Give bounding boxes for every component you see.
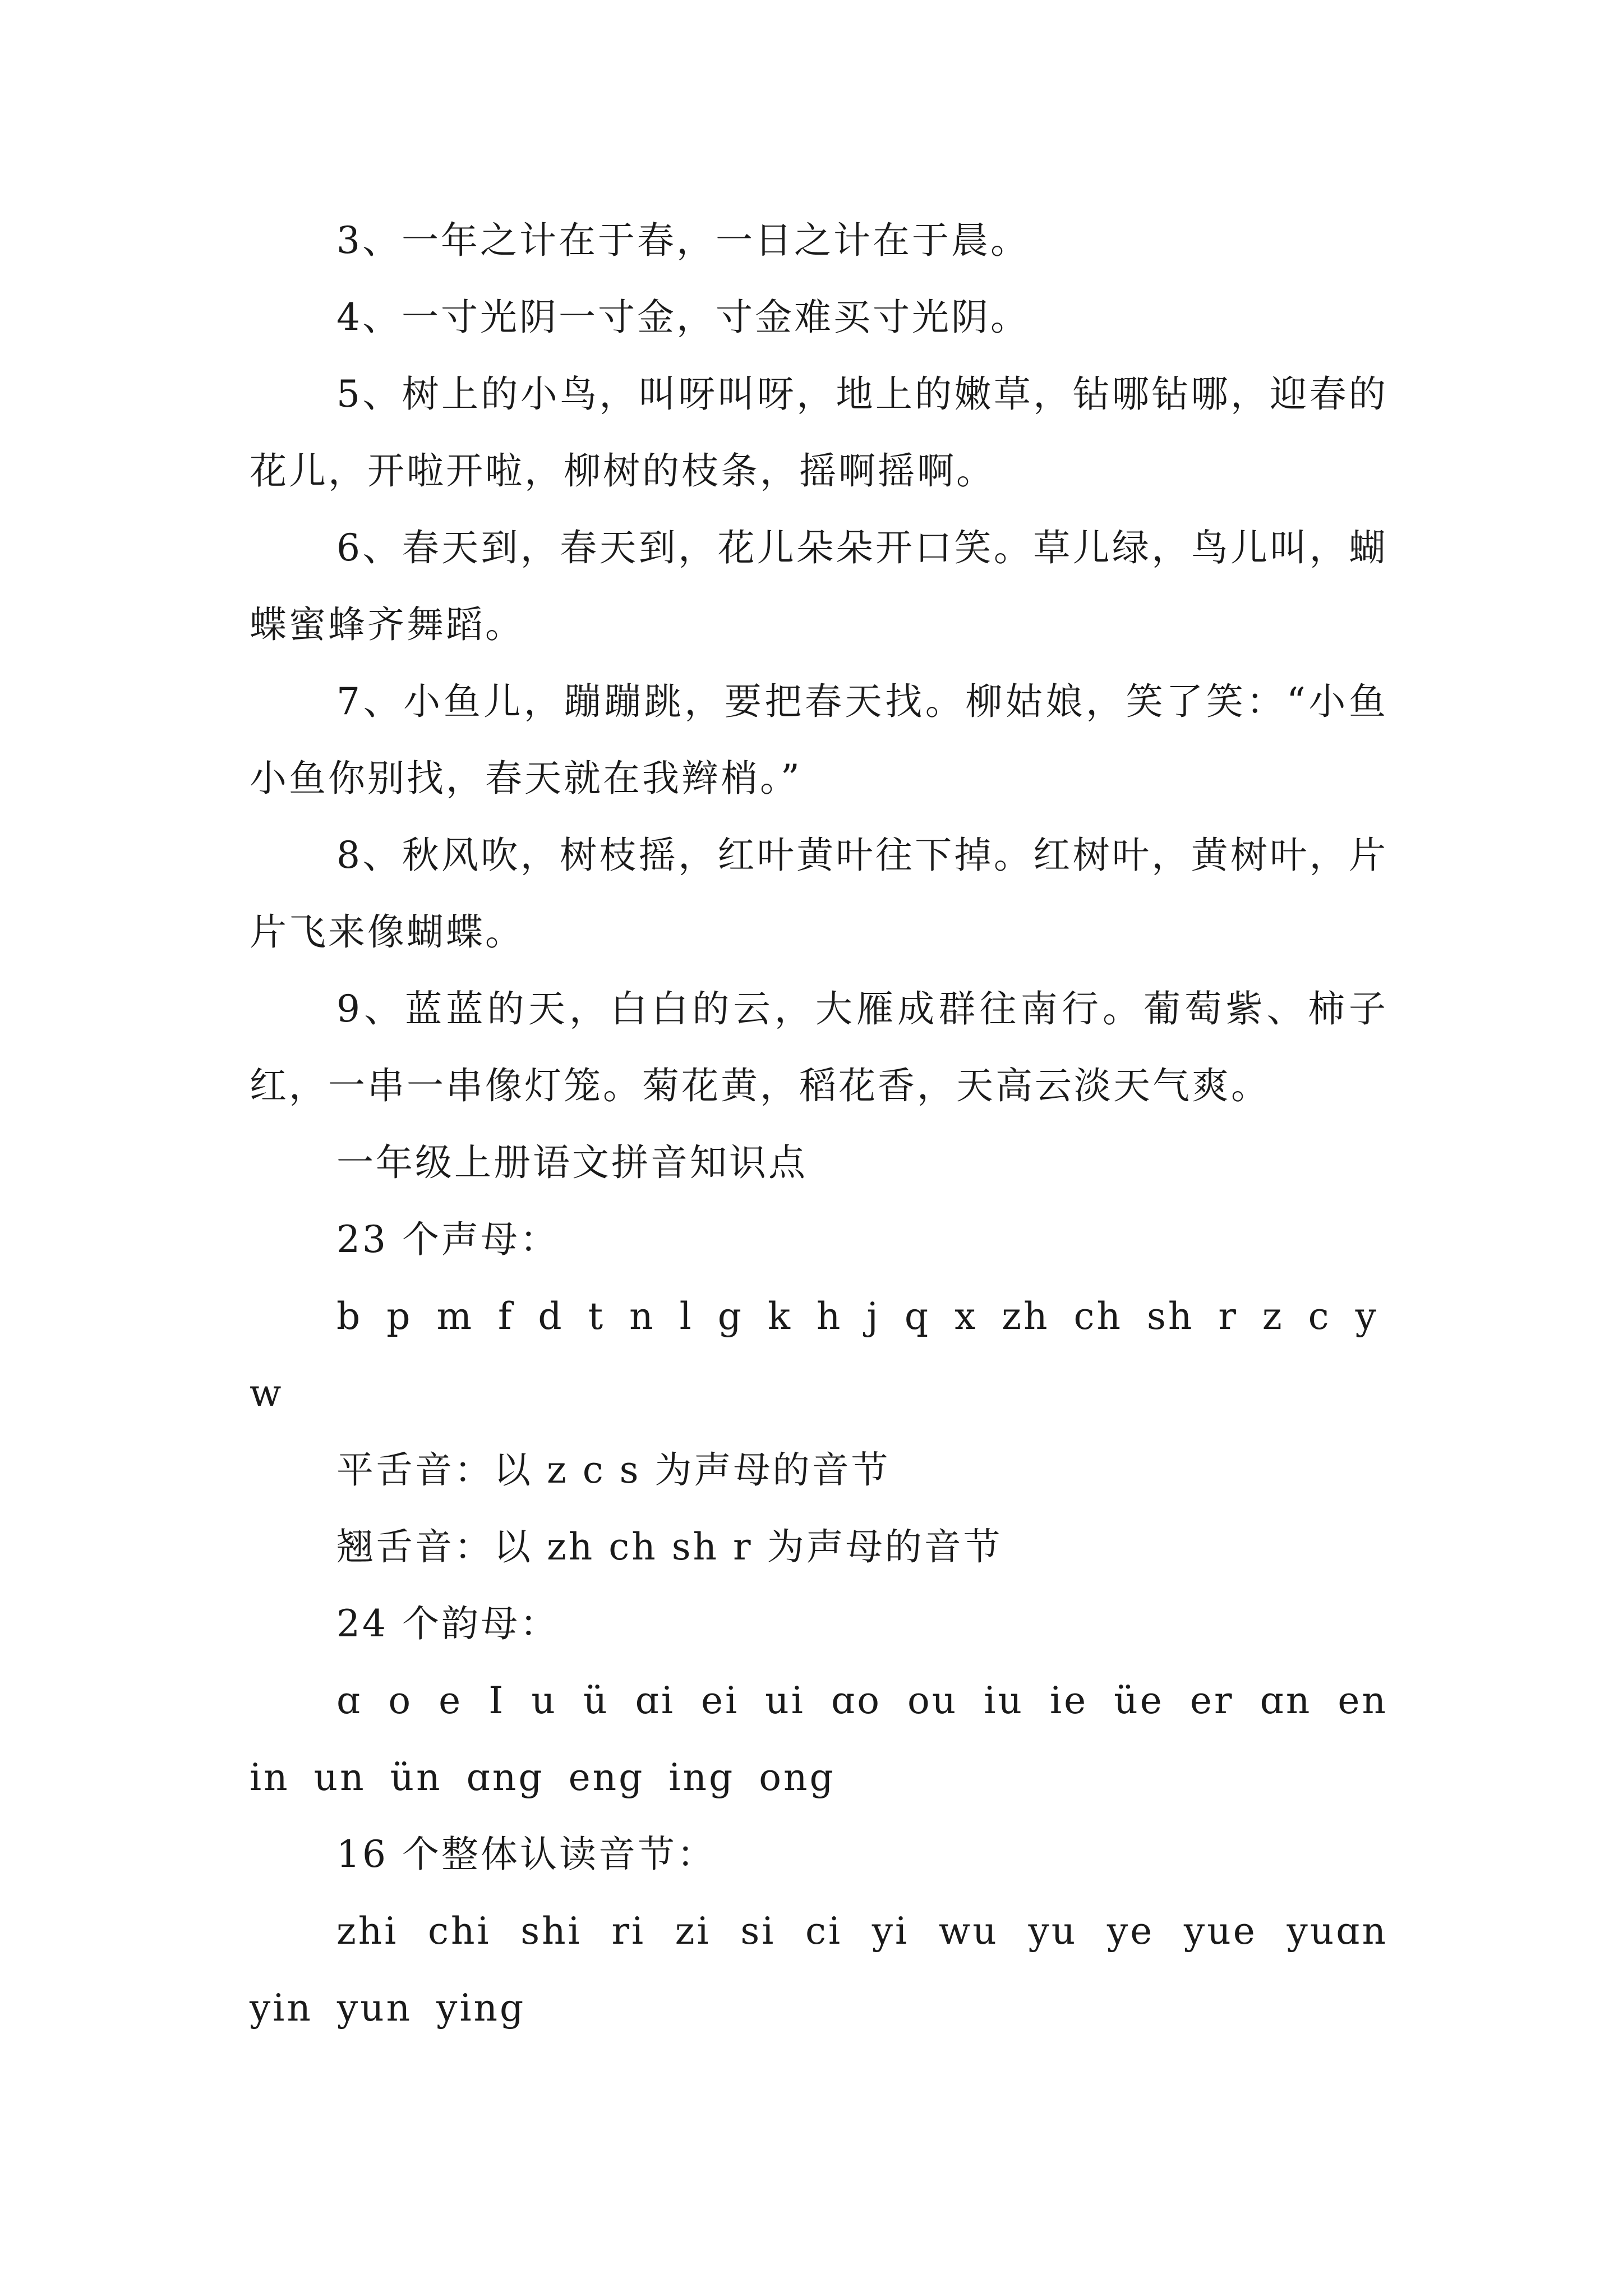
- whole-syllables-list: zhi chi shi ri zi si ci yi wu yu ye yue yuɑn yin yun ying: [250, 1910, 1388, 2030]
- section-heading-pinyin: 一年级上册语文拼音知识点: [336, 1141, 808, 1184]
- paragraph-rhyme-5: 5、树上的小鸟，叫呀叫呀，地上的嫩草，钻哪钻哪，迎春的花儿，开啦开啦，柳树的枝条，摇啊摇啊。: [250, 372, 1388, 493]
- flat-tongue-note: 平舌音：以 z c s 为声母的音节: [336, 1448, 891, 1492]
- initials-heading: 23 个声母：: [336, 1218, 559, 1261]
- initials-list: b p m f d t n l g k h j q x zh ch sh r z c y w: [250, 1295, 1378, 1415]
- paragraph-rhyme-9: 9、蓝蓝的天，白白的云，大雁成群往南行。葡萄紫、柿子红，一串一串像灯笼。菊花黄，稻花香，天高云淡天气爽。: [250, 987, 1388, 1107]
- paragraph-rhyme-6: 6、春天到，春天到，花儿朵朵开口笑。草儿绿，鸟儿叫，蝴蝶蜜蜂齐舞蹈。: [250, 526, 1388, 646]
- paragraph-rhyme-7: 7、小鱼儿，蹦蹦跳，要把春天找。柳姑娘，笑了笑：“小鱼小鱼你别找，春天就在我辫梢。”: [250, 680, 1388, 800]
- whole-syllables-heading: 16 个整体认读音节：: [336, 1833, 716, 1876]
- finals-list: ɑ o e I u ü ɑi ei ui ɑo ou iu ie üe er ɑn en in un ün ɑng eng ing ong: [250, 1679, 1388, 1799]
- paragraph-proverb-3: 3、一年之计在于春，一日之计在于晨。: [336, 219, 1030, 262]
- retroflex-note: 翘舌音：以 zh ch sh r 为声母的音节: [336, 1525, 1003, 1568]
- paragraph-rhyme-8: 8、秋风吹，树枝摇，红叶黄叶往下掉。红树叶，黄树叶，片片飞来像蝴蝶。: [250, 834, 1388, 954]
- document-body: [250, 202, 1388, 2046]
- finals-heading: 24 个韵母：: [336, 1602, 559, 1645]
- paragraph-proverb-4: 4、一寸光阴一寸金，寸金难买寸光阴。: [336, 296, 1030, 339]
